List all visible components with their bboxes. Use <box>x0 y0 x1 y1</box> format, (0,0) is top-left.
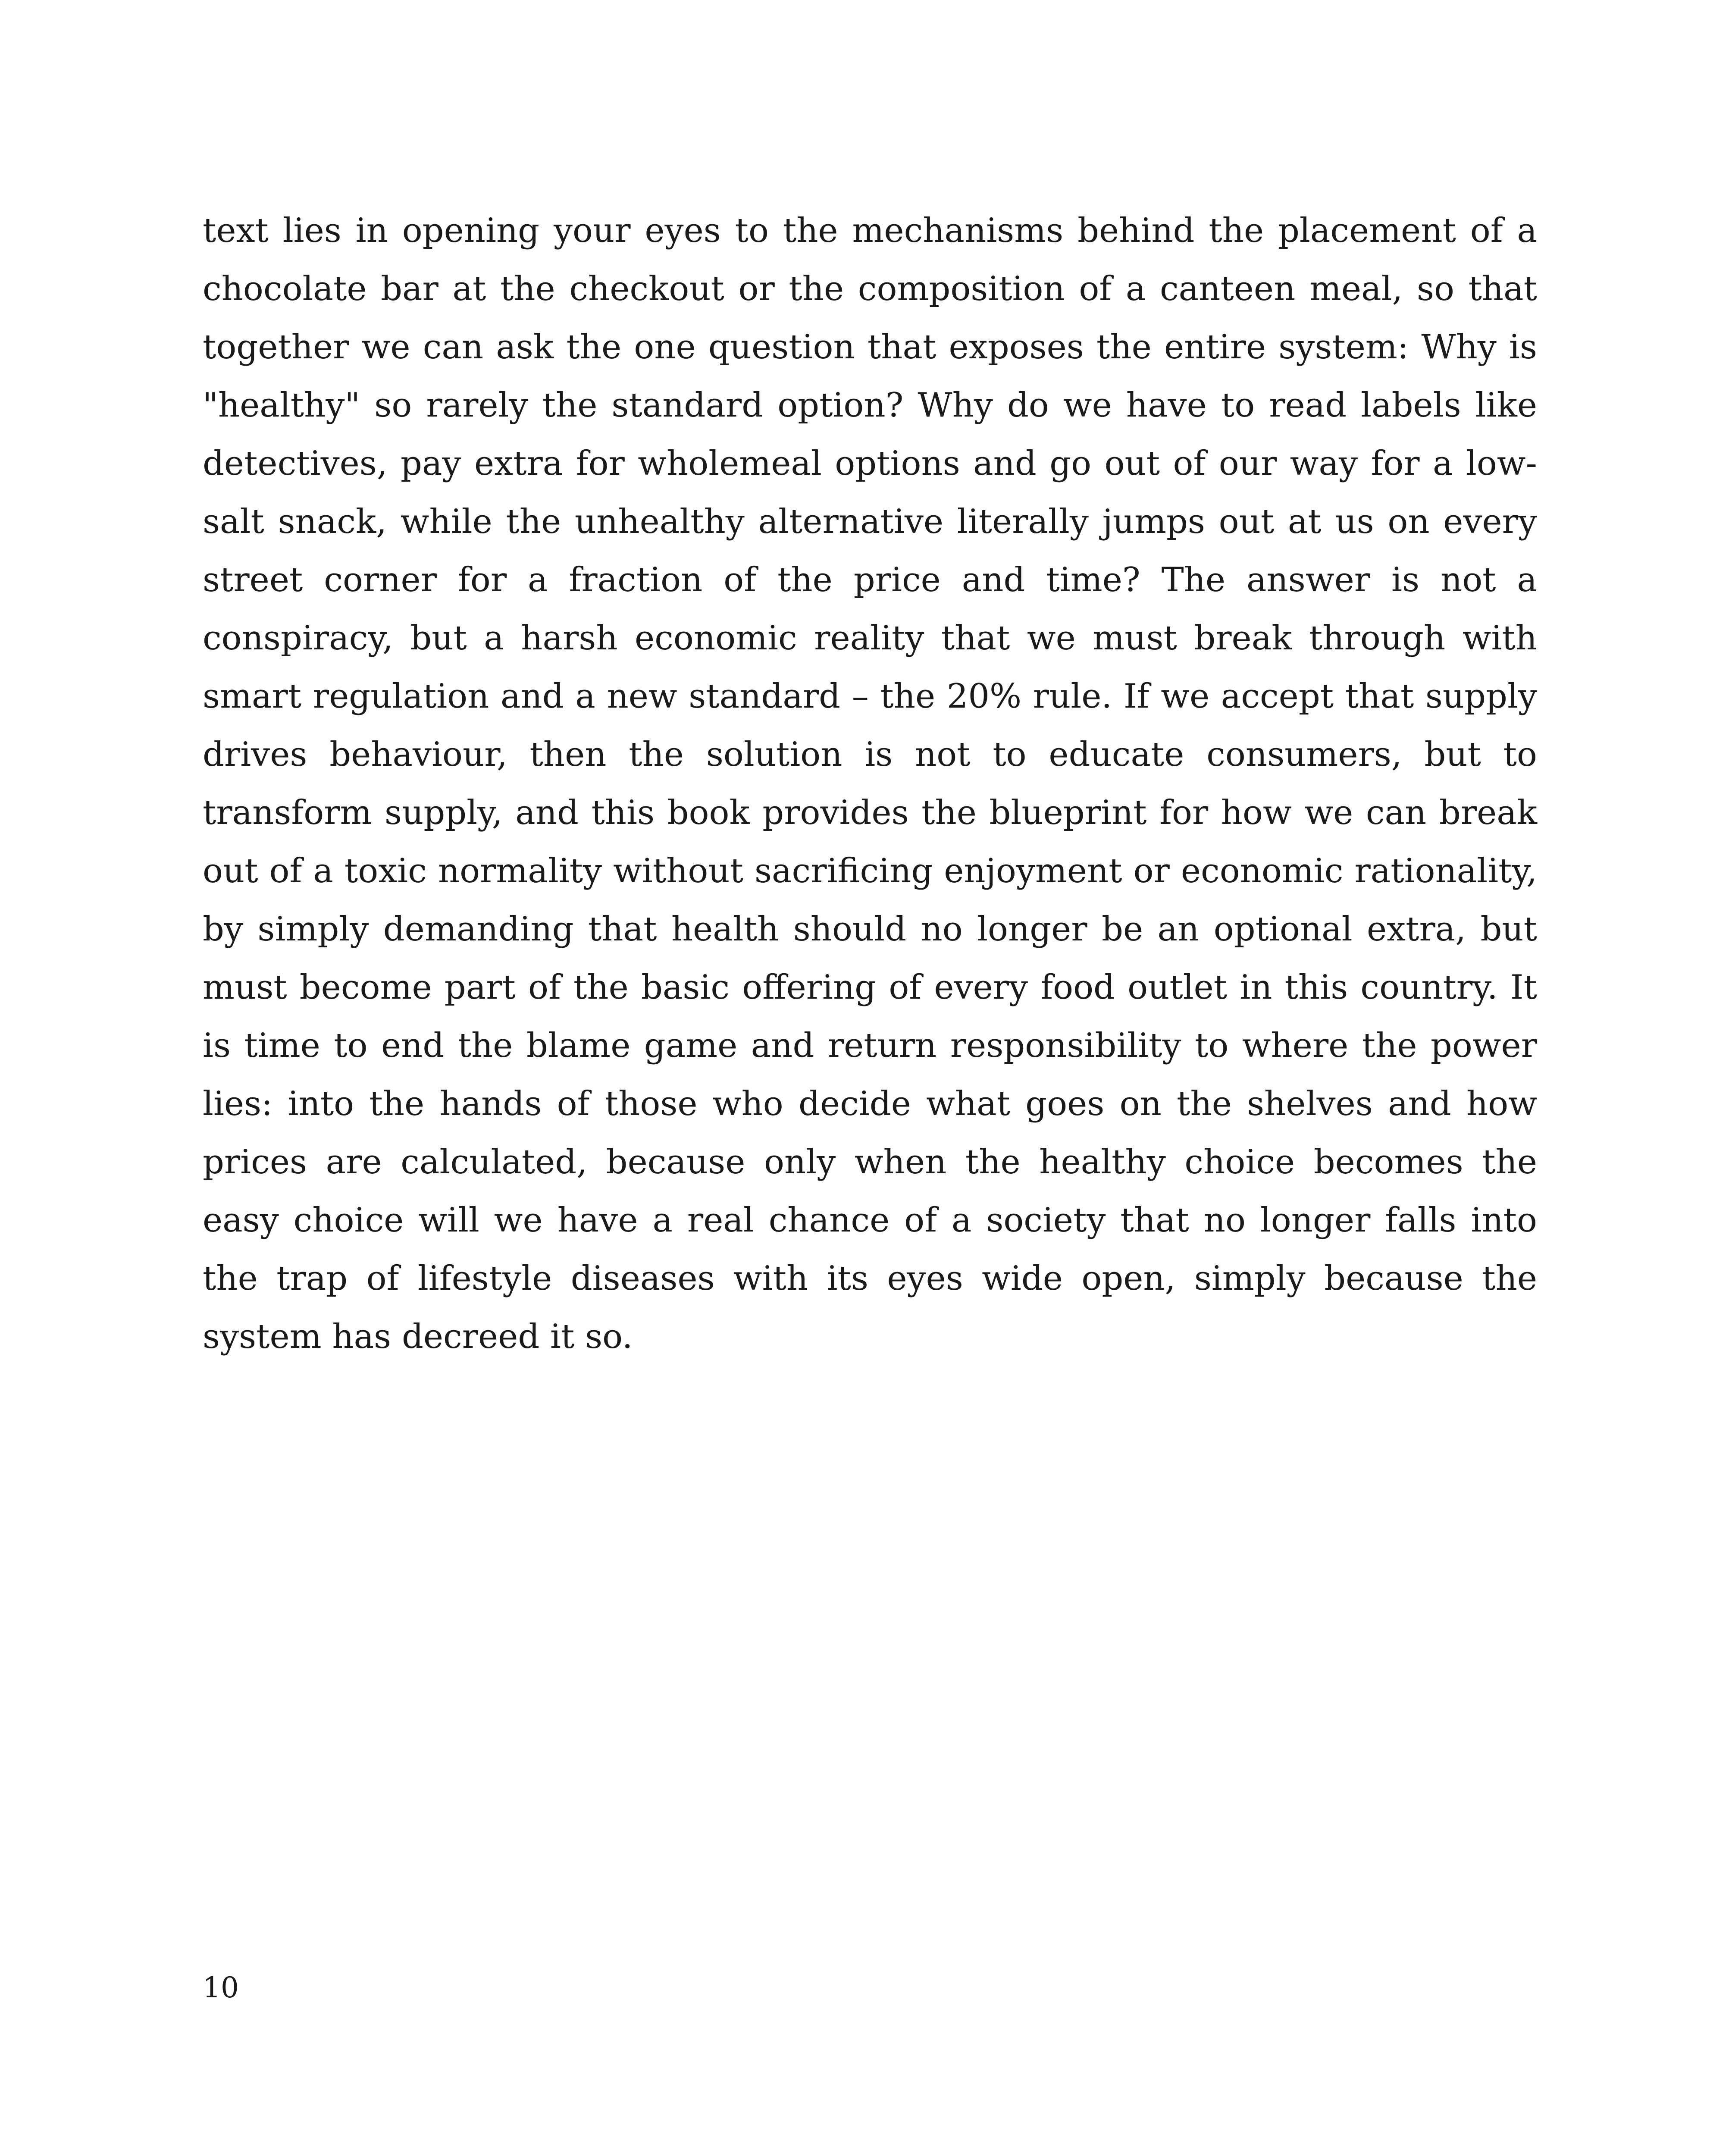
page-number: 10 <box>203 1971 239 2004</box>
body-paragraph: text lies in opening your eyes to the mechanisms behind the placement of a chocolate bar at the checkout or the composition of a canteen meal, so that together we can ask the one question that exposes the entire system: Why is "healthy" so rarely the standard option? Why do we have to read labels like detectives, pay extra for wholemeal options and go out of our way for a low-salt snack, while the unhealthy alternative literally jumps out at us on every street corner for a fraction of the price and time? The answer is not a conspiracy, but a harsh economic reality that we must break through with smart regulation and a new standard – the 20% rule. If we accept that supply drives behaviour, then the solution is not to educate consumers, but to transform supply, and this book provides the blueprint for how we can break out of a toxic normality without sacrificing enjoyment or economic rationality, by simply demanding that health should no longer be an optional extra, but must become part of the basic offering of every food outlet in this country. It is time to end the blame game and return responsibility to where the power lies: into the hands of those who decide what goes on the shelves and how prices are calculated, because only when the healthy choice becomes the easy choice will we have a real chance of a society that no longer falls into the trap of lifestyle diseases with its eyes wide open, simply because the system has decreed it so. <box>203 211 1537 1356</box>
